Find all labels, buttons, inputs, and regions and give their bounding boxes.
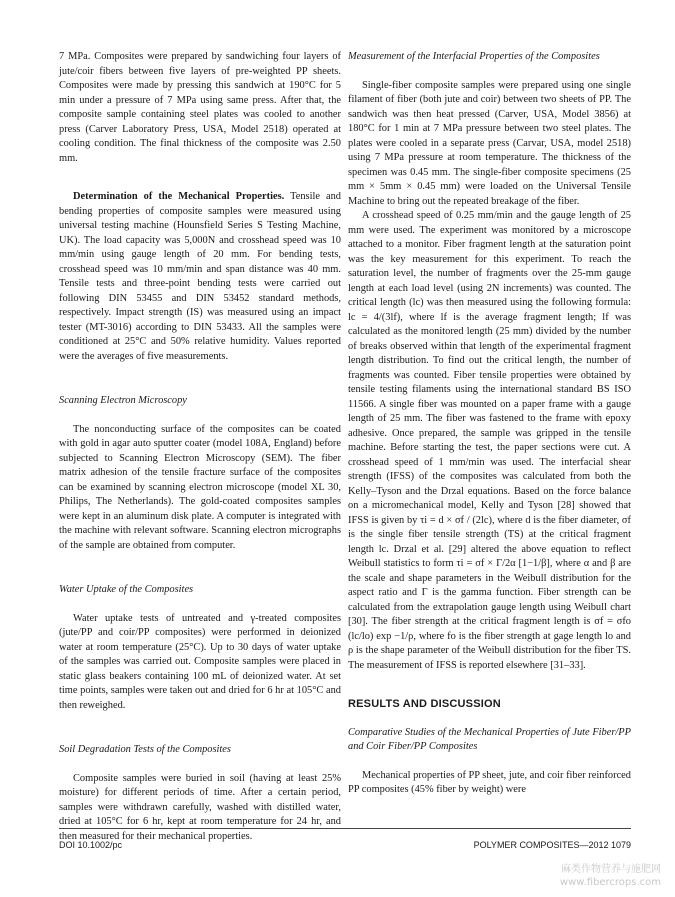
paragraph: The nonconducting surface of the composites can be coated with gold in agar auto sputter coater (model 108A, England) before subjected to Scanning Electron Microscopy (SEM). The fiber matrix adhesion of the tensile fracture surface of the composites can be examined by scanning electron microscope (model XL 30, Philips, The Netherlands). The gold-coated composites samples were kept in an aluminum disk plate. A computer is integrated with the machine with relevant software. Scanning electron micrographs of the sample are obtained from computer. (59, 423, 341, 551)
paragraph-text: Tensile and bending properties of composite samples were measured using universal testing machine (Hounsfield Series S Testing Machine, UK). The load capacity was 5,000N and crosshead speed was 10 mm/min using gauge length of 20 mm. For bending tests, crosshead speed was 10 mm/min and span distance was 40 mm. Tensile tests and three-point bending tests were carried out following DIN 53455 and DIN 53452 standard methods, respectively. Impact strength (IS) was measured using an impact tester (MT-3016) according to DIN 53433. All the samples were conditioned at 25°C and 50% relative humidity. Values reported were the averages of five measurements. (59, 191, 341, 362)
paragraph: A crosshead speed of 0.25 mm/min and the gauge length of 25 mm were used. The experiment was monitored by a microscope attached to a monitor. Fiber fragment length at the saturation point was the key measurement for this experiment. To reach the saturation level, the number of fragments over the 25-mm gauge length at each load level (using 2N increments) was counted. The critical length (lc) was then measured using the following formula: lc = 4/(3lf), where lf is the average fragment length; lf was calculated as the monitored length (25 mm) divided by the number of breaks observed within that length of the experimental fragment length distribution. To find out the critical length, the number of fragments was counted. Fiber tensile properties were obtained by tensile testing filaments using the international standard BS ISO 11566. A single fiber was mounted on a paper frame with a gauge length of 25 mm. The fiber was fastened to the frame with epoxy adhesive. Once prepared, the sample was gripped in the tensile machine. Before starting the test, the paper sections were cut. A crosshead speed of 1 mm/min was used. The interfacial shear strength (IFSS) of the composites was calculated from both the Kelly–Tyson and the Drzal equations. Based on the force balance on a micromechanical model, Kelly and Tyson [28] showed that IFSS is given by τi = d × σf / (2lc), where d is the fiber diameter, σf is the single fiber tensile strength (TS) at the critical fragment length lc. Drzal et al. [29] altered the above equation to reflect Weibull statistics to form τi = σf × Γ/2α [1−1/β], where α and β are the scale and shape parameters in the Weibull distribution for the aspect ratio and Γ is the gamma function. Fiber strength can be calculated from the extrapolation gauge length using Weibull chart [30]. The fiber strength at the critical fragment length is σf = σfo (lc/lo) exp −1/ρ, where fo is the fiber strength at gage length lo and ρ is the shape parameter of the Weibull distribution for the fiber TS. The measurement of IFSS is reported elsewhere [31–33]. (348, 210, 631, 671)
subsection-heading: Comparative Studies of the Mechanical Properties of Jute Fiber/PP and Coir Fiber/PP Composites (348, 726, 631, 752)
watermark (560, 863, 661, 889)
paragraph: Water uptake tests of untreated and γ-treated composites (jute/PP and coir/PP composites) were performed in deionized water at room temperature (25°C). Up to 30 days of water uptake of the samples was carried out. Composite samples were placed in static glass beakers containing 100 mL of deionized water. At set time points, samples were taken out and dried for 6 hr at 105°C and then reweighed. (59, 612, 341, 711)
section-heading: Soil Degradation Tests of the Composites (59, 744, 231, 755)
paragraph (59, 190, 341, 364)
paragraph: Single-fiber composite samples were prepared using one single filament of fiber (both jute and coir) between two sheets of PP. The sandwich was then heat pressed (Carver, USA, Model 3856) at 180°C for 1 min at 7 MPa pressure between two steel plates. The plates were cooled in a separate press (Carvar, USA, model 2518) using 7 MPa pressure at room temperature. The thickness of the specimen was 0.45 mm. The single-fiber composite specimens (25 mm × 5mm × 0.45 mm) were loaded on the Universal Tensile Machine to bring out the repeated breakage of the fiber. (348, 79, 631, 207)
footer-rule (59, 828, 631, 829)
section-heading: Measurement of the Interfacial Properties of the Composites (348, 51, 600, 62)
section-heading: RESULTS AND DISCUSSION (348, 698, 501, 710)
left-column (59, 50, 341, 844)
watermark-title: 麻类作物营养与施肥网 (561, 864, 661, 875)
watermark-url: www.fibercrops.com (559, 877, 661, 888)
section-heading: Scanning Electron Microscopy (59, 395, 187, 406)
section-heading: Water Uptake of the Composites (59, 584, 194, 595)
section-heading: Determination of the Mechanical Properties. (73, 191, 285, 202)
doi-label: DOI 10.1002/pc (59, 840, 123, 850)
paragraph: Composite samples were buried in soil (having at least 25% moisture) for different periods of time. After a certain period, samples were withdrawn carefully, washed with distilled water, dried at 105°C for 6 hr, kept at room temperature for 24 hr, and then measured for their mechanical properties. (59, 772, 341, 842)
journal-page-label: POLYMER COMPOSITES—2012 1079 (473, 840, 631, 850)
paragraph: Mechanical properties of PP sheet, jute, and coir fiber reinforced PP composites (45% fiber by weight) were (348, 769, 631, 795)
paragraph: 7 MPa. Composites were prepared by sandwiching four layers of jute/coir fibers between five layers of pre-weighted PP sheets. Composites were made by pressing this sandwich at 190°C for 5 min under a pressure of 7 MPa using same press. After that, the composite sample containing steel plates was cooled to another press (Carver Laboratory Press, USA, Model 2518) operated at cooling condition. The final thickness of the composite was 2.50 mm. (59, 51, 341, 164)
right-column (348, 50, 631, 798)
